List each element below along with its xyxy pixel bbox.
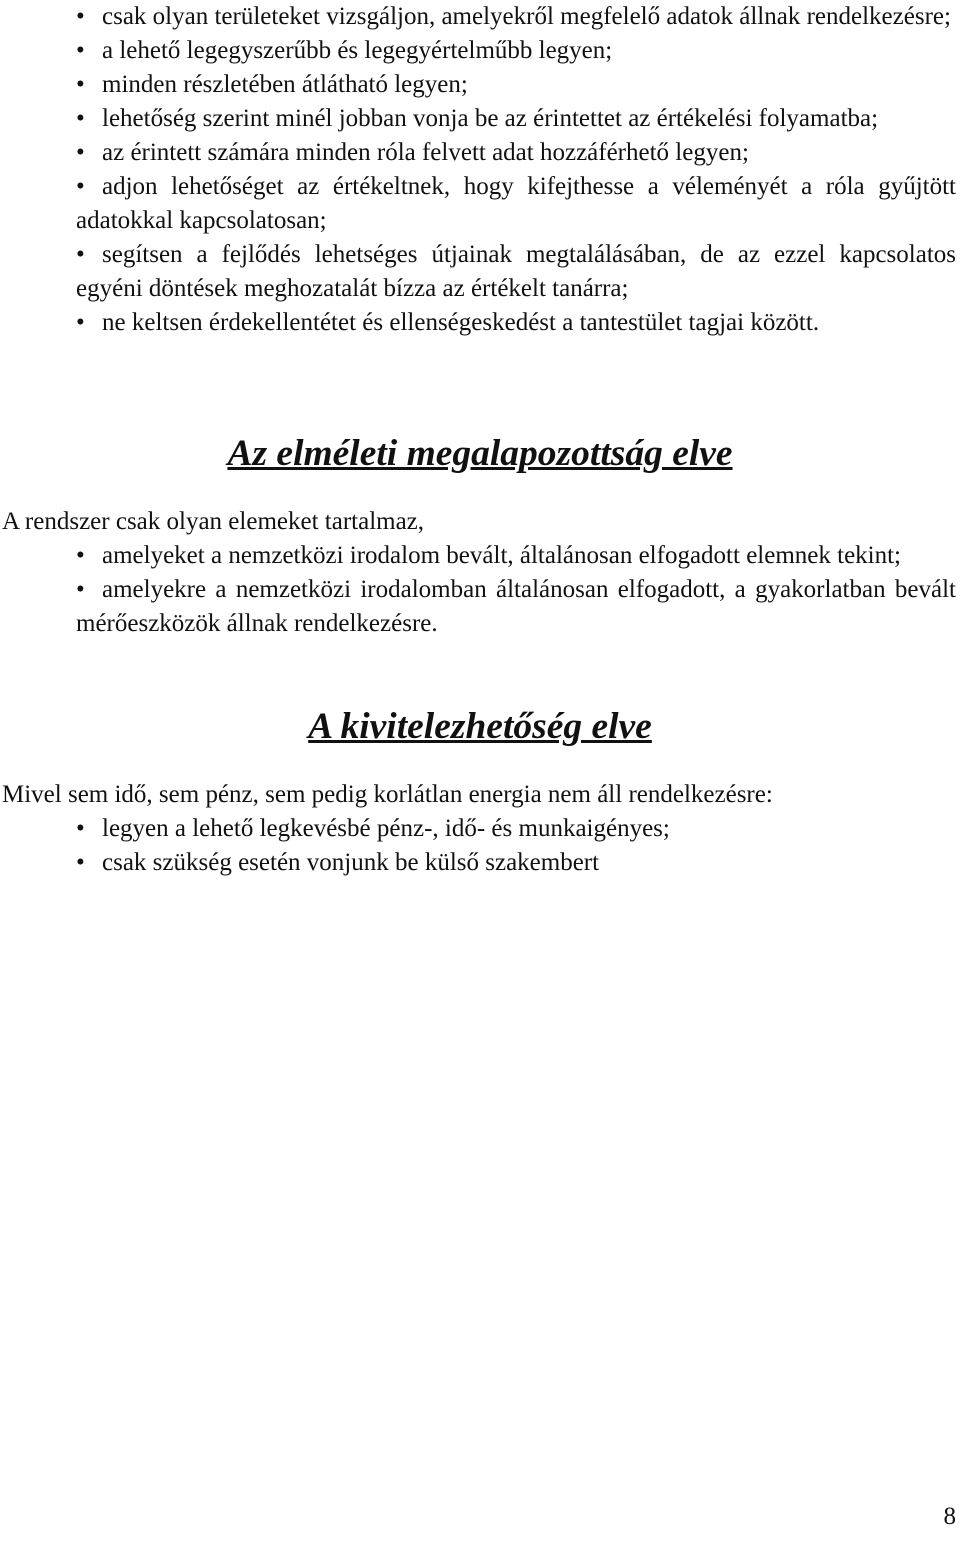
list-item: • minden részletében átlátható legyen;: [76, 68, 956, 102]
bullet-icon: •: [76, 139, 85, 166]
list-item: • csak olyan területeket vizsgáljon, amelyekről megfelelő adatok állnak rendelkezésre;: [76, 0, 956, 34]
bullet-icon: •: [76, 37, 85, 64]
section-heading-theory: Az elméleti megalapozottság elve: [227, 433, 733, 474]
bullet-icon: •: [76, 105, 85, 132]
list-item: • segítsen a fejlődés lehetséges útjainak megtalálásában, de az ezzel kapcsolatos egyéni döntések meghozatalát bízza az értékelt tanárra;: [76, 238, 956, 306]
section-heading-feasibility: A kivitelezhetőség elve: [308, 706, 652, 747]
bullet-icon: •: [76, 241, 85, 268]
page-number: 8: [943, 1503, 956, 1530]
list-item: • az érintett számára minden róla felvett adat hozzáférhető legyen;: [76, 136, 956, 170]
bullet-icon: •: [76, 576, 85, 603]
theory-section: [0, 505, 960, 641]
list-item: • ne keltsen érdekellentétet és ellenségeskedést a tantestület tagjai között.: [76, 306, 956, 340]
bullet-icon: •: [76, 309, 85, 336]
bullet-icon: •: [76, 71, 85, 98]
list-item: • lehetőség szerint minél jobban vonja be az érintettet az értékelési folyamatba;: [76, 102, 956, 136]
list-item: • legyen a lehető legkevésbé pénz-, idő- és munkaigényes;: [76, 812, 956, 846]
list-item: • adjon lehetőséget az értékeltnek, hogy kifejthesse a véleményét a róla gyűjtött adatokkal kapcsolatosan;: [76, 170, 956, 238]
bullet-icon: •: [76, 815, 85, 842]
list-item: • amelyekre a nemzetközi irodalomban általánosan elfogadott, a gyakorlatban bevált mérőeszközök állnak rendelkezésre.: [76, 573, 956, 641]
theory-list: [0, 539, 960, 641]
bullet-icon: •: [76, 3, 85, 30]
feasibility-section: [0, 778, 960, 880]
list-item: • a lehető legegyszerűbb és legegyértelműbb legyen;: [76, 34, 956, 68]
bullet-icon: •: [76, 542, 85, 569]
list-item: • csak szükség esetén vonjunk be külső szakembert: [76, 846, 956, 880]
bullet-icon: •: [76, 849, 85, 876]
requirements-list: [0, 0, 960, 340]
section-intro: Mivel sem idő, sem pénz, sem pedig korlátlan energia nem áll rendelkezésre:: [2, 781, 773, 808]
section-intro: A rendszer csak olyan elemeket tartalmaz,: [2, 508, 425, 535]
feasibility-list: [0, 812, 960, 880]
requirements-section: [0, 0, 960, 340]
list-item: • amelyeket a nemzetközi irodalom bevált, általánosan elfogadott elemnek tekint;: [76, 539, 956, 573]
bullet-icon: •: [76, 173, 85, 200]
